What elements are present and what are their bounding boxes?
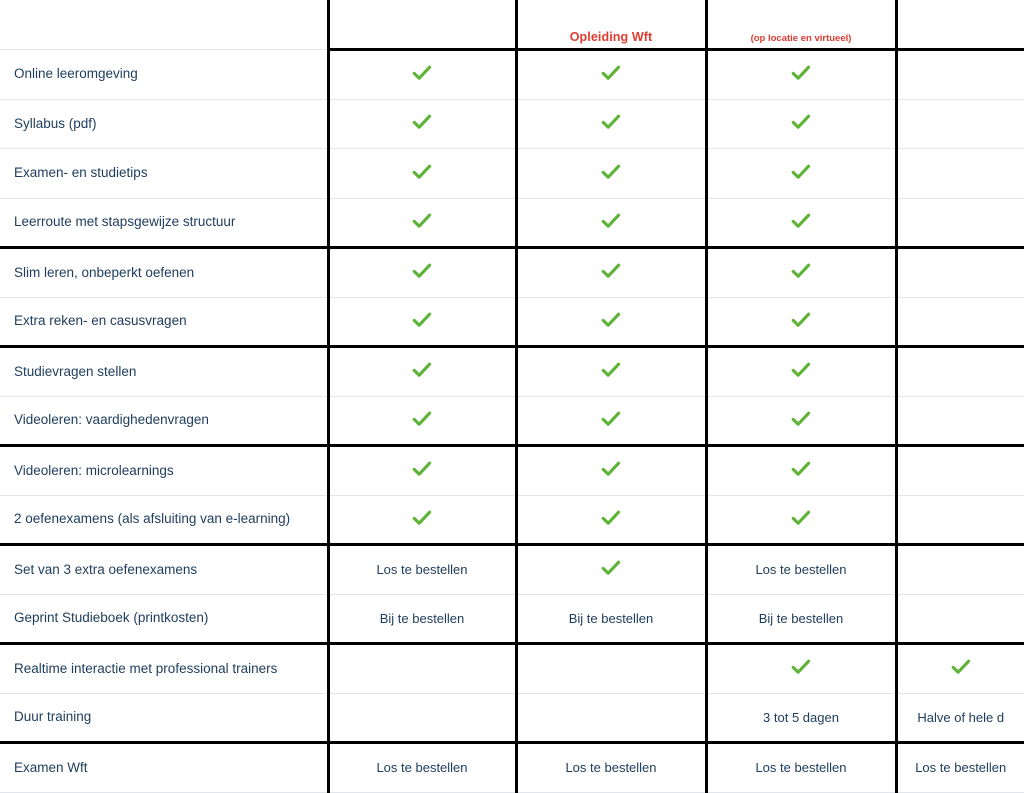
value-cell xyxy=(896,396,1024,446)
value-cell xyxy=(516,495,706,545)
table-header-feature-cell xyxy=(0,0,328,50)
table-header-col1 xyxy=(328,0,516,50)
feature-label: Duur training xyxy=(0,693,328,743)
value-text: Los te bestellen xyxy=(565,760,657,776)
value-text: Halve of hele d xyxy=(917,709,1005,725)
value-cell xyxy=(328,644,516,694)
green-check-icon xyxy=(791,261,811,281)
value-cell xyxy=(706,446,896,496)
green-check-icon xyxy=(412,162,432,182)
green-check-icon xyxy=(791,360,811,380)
value-cell xyxy=(516,396,706,446)
green-check-icon xyxy=(412,360,432,380)
value-cell xyxy=(516,644,706,694)
green-check-icon xyxy=(412,112,432,132)
table-header-row xyxy=(0,0,1024,50)
value-cell xyxy=(516,594,706,644)
value-text: Bij te bestellen xyxy=(568,610,654,626)
value-cell xyxy=(516,743,706,793)
feature-label: Examen- en studietips xyxy=(0,149,328,199)
feature-label: Leerroute met stapsgewijze structuur xyxy=(0,198,328,248)
value-cell xyxy=(328,99,516,149)
value-cell xyxy=(328,50,516,100)
table-header-col3 xyxy=(706,0,896,50)
table-row xyxy=(0,495,1024,545)
table-row xyxy=(0,198,1024,248)
value-cell xyxy=(328,198,516,248)
value-cell xyxy=(896,545,1024,595)
green-check-icon xyxy=(601,211,621,231)
column-header-subtitle: (op locatie en virtueel) xyxy=(750,33,852,44)
value-cell xyxy=(328,495,516,545)
value-cell xyxy=(706,644,896,694)
value-text: Bij te bestellen xyxy=(379,610,465,626)
green-check-icon xyxy=(601,360,621,380)
value-text: Los te bestellen xyxy=(376,760,468,776)
value-cell xyxy=(706,693,896,743)
value-cell xyxy=(896,495,1024,545)
green-check-icon xyxy=(412,211,432,231)
green-check-icon xyxy=(412,508,432,528)
value-cell xyxy=(328,297,516,347)
value-text: Los te bestellen xyxy=(915,760,1007,776)
value-cell xyxy=(516,149,706,199)
green-check-icon xyxy=(601,409,621,429)
value-cell xyxy=(706,594,896,644)
value-cell xyxy=(896,446,1024,496)
value-cell xyxy=(896,149,1024,199)
feature-label: Slim leren, onbeperkt oefenen xyxy=(0,248,328,298)
feature-label: Syllabus (pdf) xyxy=(0,99,328,149)
table-row xyxy=(0,149,1024,199)
feature-label: Examen Wft xyxy=(0,743,328,793)
value-cell xyxy=(328,347,516,397)
value-cell xyxy=(706,297,896,347)
green-check-icon xyxy=(601,558,621,578)
value-cell xyxy=(706,50,896,100)
green-check-icon xyxy=(791,211,811,231)
value-text: 3 tot 5 dagen xyxy=(763,709,839,725)
value-cell xyxy=(328,693,516,743)
table-row xyxy=(0,446,1024,496)
value-cell xyxy=(706,396,896,446)
value-cell xyxy=(706,347,896,397)
feature-label: Videoleren: microlearnings xyxy=(0,446,328,496)
table-row xyxy=(0,50,1024,100)
value-cell xyxy=(706,495,896,545)
feature-label: Geprint Studieboek (printkosten) xyxy=(0,594,328,644)
value-cell xyxy=(896,198,1024,248)
value-cell xyxy=(896,347,1024,397)
table-header-col4 xyxy=(896,0,1024,50)
green-check-icon xyxy=(951,657,971,677)
value-cell xyxy=(896,297,1024,347)
green-check-icon xyxy=(791,162,811,182)
value-text: Los te bestellen xyxy=(755,562,847,578)
green-check-icon xyxy=(412,310,432,330)
value-cell xyxy=(328,743,516,793)
table-row xyxy=(0,594,1024,644)
value-cell xyxy=(328,248,516,298)
green-check-icon xyxy=(791,459,811,479)
table-row xyxy=(0,545,1024,595)
table-row xyxy=(0,248,1024,298)
value-cell xyxy=(706,198,896,248)
value-cell xyxy=(328,545,516,595)
table-header-col2 xyxy=(516,0,706,50)
value-cell xyxy=(896,248,1024,298)
feature-label: Realtime interactie met professional trainers xyxy=(0,644,328,694)
green-check-icon xyxy=(601,112,621,132)
value-cell xyxy=(516,198,706,248)
value-cell xyxy=(328,149,516,199)
green-check-icon xyxy=(412,261,432,281)
table-row xyxy=(0,99,1024,149)
value-cell xyxy=(896,743,1024,793)
green-check-icon xyxy=(791,310,811,330)
value-text: Bij te bestellen xyxy=(758,610,844,626)
table-row xyxy=(0,743,1024,793)
value-cell xyxy=(516,545,706,595)
value-cell xyxy=(516,248,706,298)
table-row xyxy=(0,644,1024,694)
value-cell xyxy=(706,743,896,793)
value-cell xyxy=(706,248,896,298)
green-check-icon xyxy=(412,459,432,479)
feature-label: Online leeromgeving xyxy=(0,50,328,100)
green-check-icon xyxy=(791,63,811,83)
green-check-icon xyxy=(791,112,811,132)
value-cell xyxy=(706,149,896,199)
table-row xyxy=(0,347,1024,397)
table-row xyxy=(0,297,1024,347)
column-header-title: Opleiding Wft xyxy=(569,30,653,44)
value-cell xyxy=(516,50,706,100)
table-row xyxy=(0,396,1024,446)
green-check-icon xyxy=(601,459,621,479)
green-check-icon xyxy=(412,63,432,83)
table-row xyxy=(0,693,1024,743)
green-check-icon xyxy=(791,508,811,528)
green-check-icon xyxy=(601,508,621,528)
green-check-icon xyxy=(412,409,432,429)
value-cell xyxy=(516,347,706,397)
value-cell xyxy=(516,693,706,743)
value-cell xyxy=(516,446,706,496)
green-check-icon xyxy=(791,409,811,429)
value-cell xyxy=(706,545,896,595)
feature-label: Studievragen stellen xyxy=(0,347,328,397)
value-cell xyxy=(896,99,1024,149)
value-cell xyxy=(328,396,516,446)
value-text: Los te bestellen xyxy=(755,760,847,776)
value-text: Los te bestellen xyxy=(376,562,468,578)
value-cell xyxy=(516,99,706,149)
value-cell xyxy=(896,50,1024,100)
green-check-icon xyxy=(791,657,811,677)
value-cell xyxy=(896,693,1024,743)
value-cell xyxy=(516,297,706,347)
feature-label: Set van 3 extra oefenexamens xyxy=(0,545,328,595)
feature-label: 2 oefenexamens (als afsluiting van e-learning) xyxy=(0,495,328,545)
feature-label: Videoleren: vaardighedenvragen xyxy=(0,396,328,446)
green-check-icon xyxy=(601,63,621,83)
green-check-icon xyxy=(601,261,621,281)
value-cell xyxy=(896,644,1024,694)
value-cell xyxy=(328,446,516,496)
green-check-icon xyxy=(601,310,621,330)
value-cell xyxy=(706,99,896,149)
value-cell xyxy=(328,594,516,644)
green-check-icon xyxy=(601,162,621,182)
value-cell xyxy=(896,594,1024,644)
feature-label: Extra reken- en casusvragen xyxy=(0,297,328,347)
